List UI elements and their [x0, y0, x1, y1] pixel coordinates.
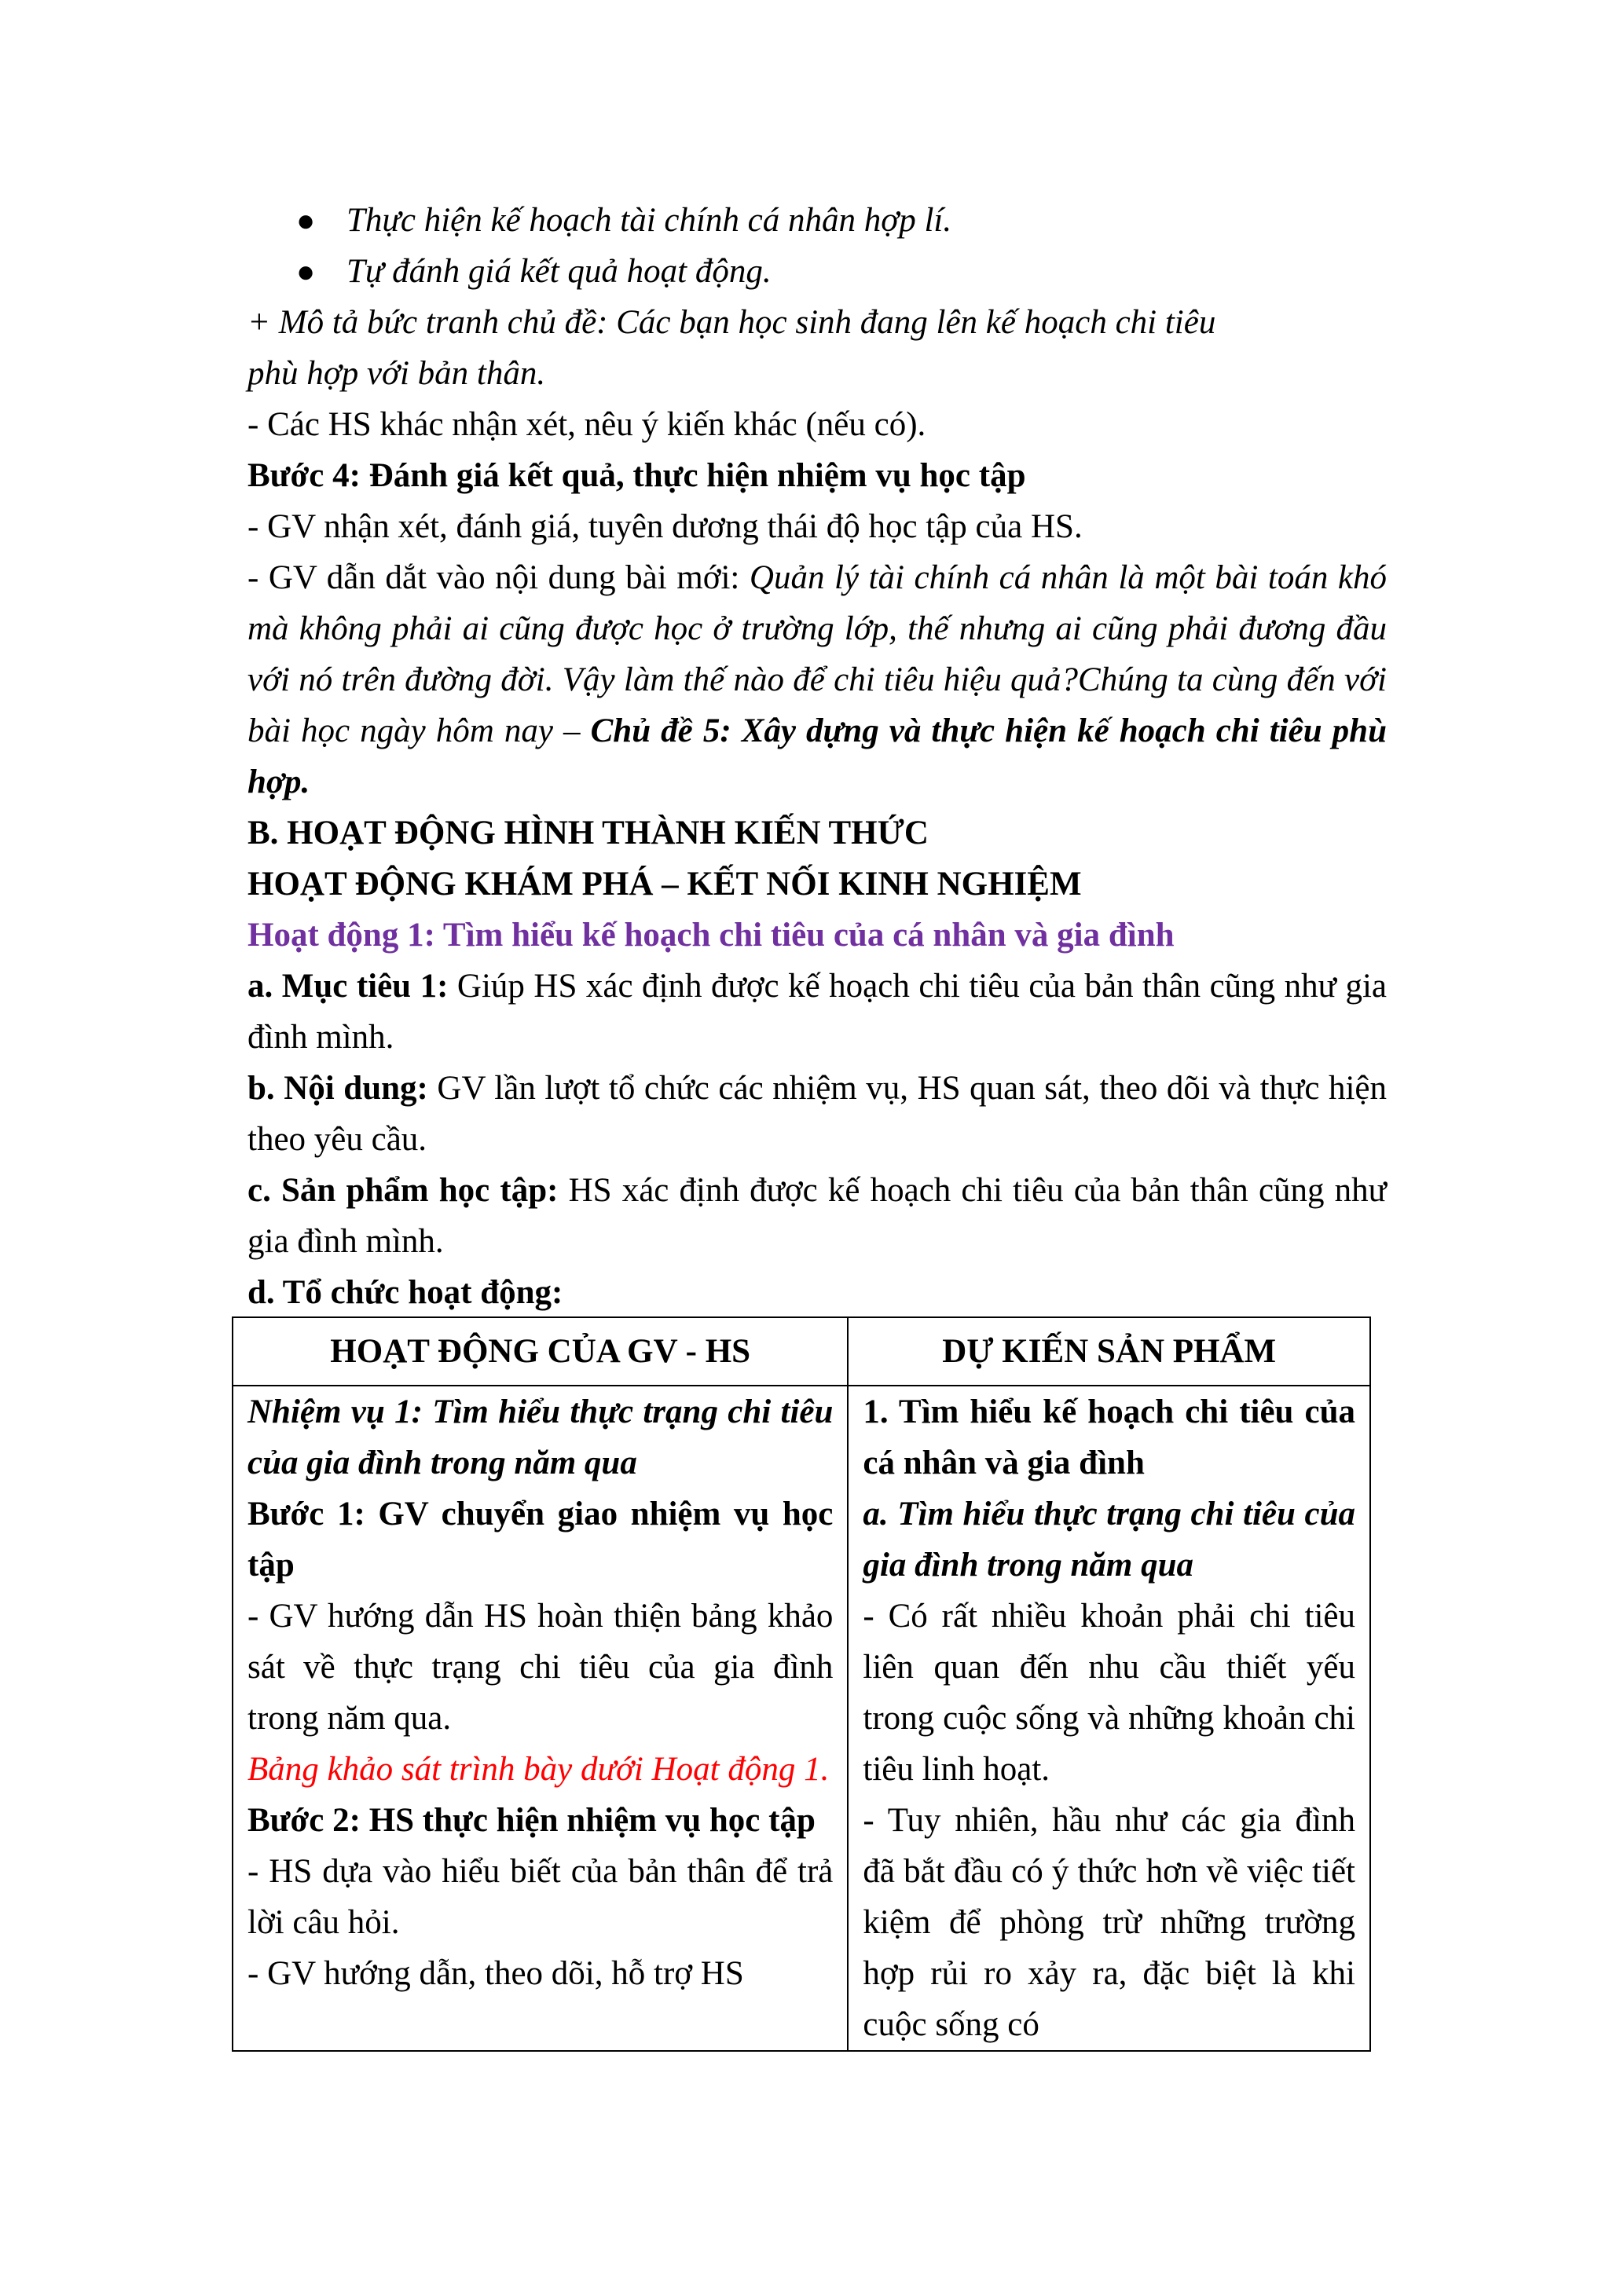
topic-description-line1: + Mô tả bức tranh chủ đề: Các bạn học sinh đang lên kế hoạch chi tiêu — [247, 304, 1216, 341]
gv-intro-prefix: - GV dẫn dắt vào nội dung bài mới: — [247, 559, 750, 596]
product-point1: - Có rất nhiều khoản phải chi tiêu liên quan đến nhu cầu thiết yếu trong cuộc sống và những khoản chi tiêu linh hoạt. — [863, 1598, 1355, 1788]
gv-intro-topic: Chủ đề 5: Xây dựng và thực hiện kế hoạch chi tiêu phù hợp. — [247, 712, 1387, 800]
goal-paragraph — [247, 961, 1387, 1063]
table-row — [233, 1386, 1370, 2051]
bullet-text: Tự đánh giá kết quả hoạt động. — [346, 253, 772, 290]
product-paragraph — [247, 1165, 1387, 1267]
content-text: GV lần lượt tổ chức các nhiệm vụ, HS quan sát, theo dõi và thực hiện theo yêu cầu. — [247, 1070, 1388, 1158]
step4-heading: Bước 4: Đánh giá kết quả, thực hiện nhiệm vụ học tập — [247, 457, 1026, 494]
gv-guide-text: - GV hướng dẫn HS hoàn thiện bảng khảo sát về thực trạng chi tiêu của gia đình trong năm qua. — [247, 1598, 834, 1737]
bullet-dot-icon: ● — [296, 203, 316, 238]
header-right: DỰ KIẾN SẢN PHẨM — [848, 1317, 1370, 1386]
goal-label: a. Mục tiêu 1: — [247, 968, 449, 1005]
activity-table — [232, 1316, 1371, 2052]
survey-note: Bảng khảo sát trình bày dưới Hoạt động 1. — [247, 1751, 830, 1788]
table-header-row — [233, 1317, 1370, 1386]
teacher-student-activities-cell — [233, 1386, 848, 2051]
gv-intro-paragraph — [247, 552, 1387, 807]
topic-description-line2: phù hợp với bản thân. — [247, 355, 546, 392]
bullet-item — [247, 246, 1387, 297]
gv-intro-italic: Quản lý tài chính cá nhân là một bài toán khó mà không phải ai cũng được học ở trường lớp, thế nhưng ai cũng phải đương đầu với nó trên đường đời. Vậy làm thế nào để chi tiêu hiệu quả?Chúng ta cùng đến với bài học ngày hôm nay – — [247, 559, 1387, 749]
gv-review: - GV nhận xét, đánh giá, tuyên dương thái độ học tập của HS. — [247, 508, 1083, 545]
product-label: c. Sản phẩm học tập: — [247, 1172, 559, 1209]
other-hs-comment: - Các HS khác nhận xét, nêu ý kiến khác (nếu có). — [247, 406, 926, 443]
goal-text: Giúp HS xác định được kế hoạch chi tiêu của bản thân cũng như gia đình mình. — [247, 968, 1387, 1056]
organization-label: d. Tổ chức hoạt động: — [247, 1274, 563, 1311]
product-text: HS xác định được kế hoạch chi tiêu của bản thân cũng như gia đình mình. — [247, 1172, 1387, 1260]
topic-description — [247, 297, 1387, 399]
product-point2: - Tuy nhiên, hầu như các gia đình đã bắt đầu có ý thức hơn về việc tiết kiệm để phòng trừ những trường hợp rủi ro xảy ra, đặc biệt là khi cuộc sống có — [863, 1802, 1355, 2043]
activity1-title: Hoạt động 1: Tìm hiểu kế hoạch chi tiêu của cá nhân và gia đình — [247, 917, 1175, 954]
step2-heading: Bước 2: HS thực hiện nhiệm vụ học tập — [247, 1802, 816, 1839]
section-b-heading: B. HOẠT ĐỘNG HÌNH THÀNH KIẾN THỨC — [247, 815, 929, 851]
document-body — [247, 195, 1387, 1318]
bullet-text: Thực hiện kế hoạch tài chính cá nhân hợp lí. — [346, 202, 952, 239]
section-explore-heading: HOẠT ĐỘNG KHÁM PHÁ – KẾT NỐI KINH NGHIỆM — [247, 866, 1082, 903]
hs-answer-text: - HS dựa vào hiểu biết của bản thân để trả lời câu hỏi. — [247, 1853, 834, 1941]
bullet-item — [247, 195, 1387, 246]
product-sub-a: a. Tìm hiểu thực trạng chi tiêu của gia đình trong năm qua — [863, 1496, 1355, 1584]
step1-heading: Bước 1: GV chuyển giao nhiệm vụ học tập — [247, 1496, 834, 1584]
header-left: HOẠT ĐỘNG CỦA GV - HS — [233, 1317, 848, 1386]
content-paragraph — [247, 1063, 1387, 1165]
gv-support-text: - GV hướng dẫn, theo dõi, hỗ trợ HS — [247, 1955, 744, 1992]
product-heading: 1. Tìm hiểu kế hoạch chi tiêu của cá nhân và gia đình — [863, 1393, 1355, 1481]
content-label: b. Nội dung: — [247, 1070, 428, 1107]
task1-title: Nhiệm vụ 1: Tìm hiểu thực trạng chi tiêu của gia đình trong năm qua — [247, 1393, 834, 1481]
expected-products-cell — [848, 1386, 1370, 2051]
bullet-dot-icon: ● — [296, 254, 316, 289]
